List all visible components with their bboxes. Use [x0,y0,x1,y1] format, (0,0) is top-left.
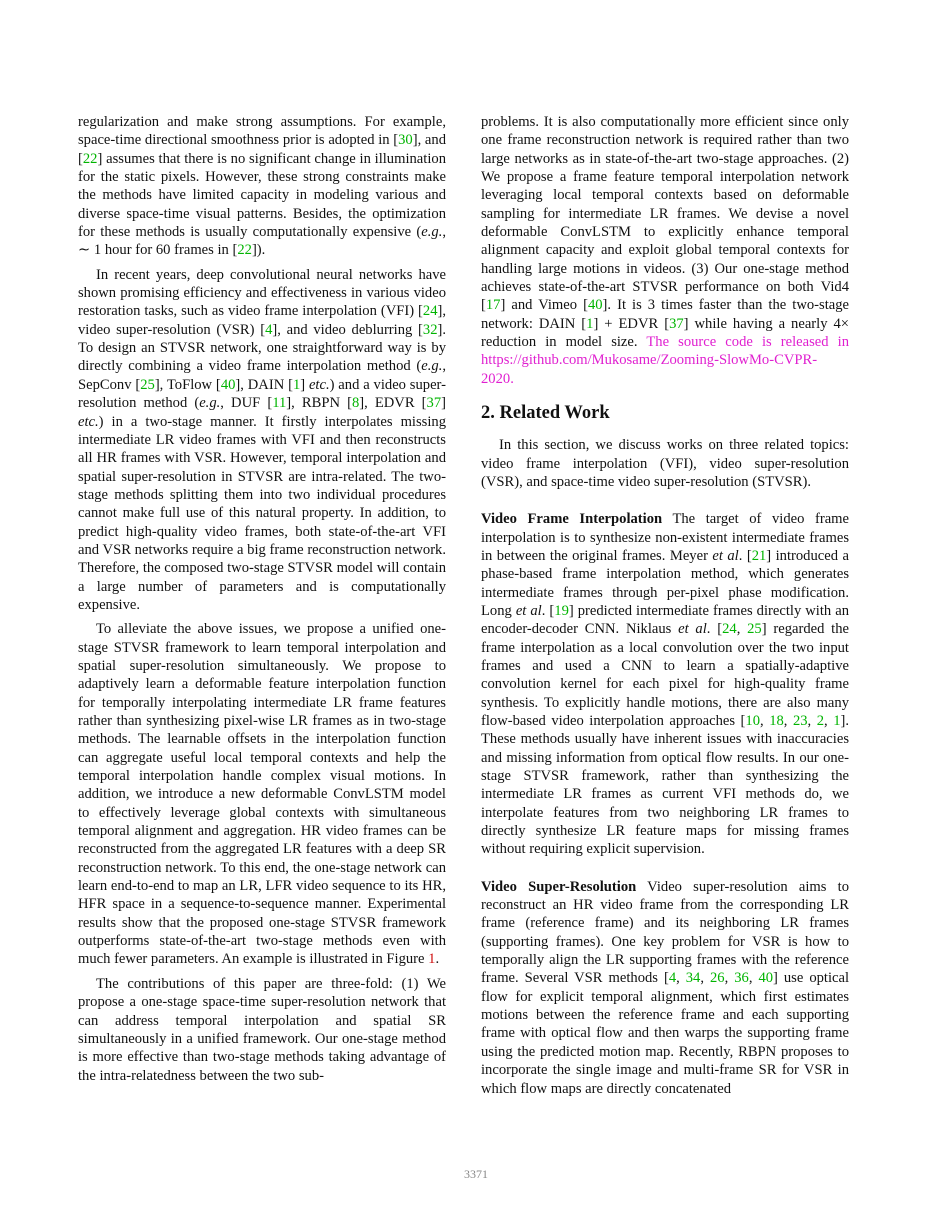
citation[interactable]: 37 [426,395,442,412]
paragraph-vsr: Video Super-Resolution Video super-resolution aims to reconstruct an HR video frame from the corresponding LR frame (reference frame) and its neighboring LR frames (supporting frames). One key problem for VSR is how to temporally align the LR supporting frames with the reference frame. Several VSR methods [4, 34, 26, 36, 40] use optical flow for explicit temporal alignment, which first estimates motions between the reference frame and each supporting frame with optical flow and then warps the supporting frame using the predicted motion map. Recently, RBPN proposes to incorporate the single image and multi-frame SR for VSR in which flow maps are directly concatenated [481,878,850,1097]
citation[interactable]: 37 [669,315,684,332]
citation[interactable]: 34 [685,970,701,987]
section-heading-related-work: 2. Related Work [481,403,610,424]
citation[interactable]: 1 [833,712,841,729]
citation[interactable]: 32 [422,321,438,338]
citation[interactable]: 2 [816,712,825,729]
citation[interactable]: 25 [140,376,155,393]
citation[interactable]: 22 [82,150,98,167]
citation[interactable]: 11 [272,395,287,412]
citation[interactable]: 8 [351,395,360,412]
citation[interactable]: 40 [587,297,603,314]
citation[interactable]: 1 [292,376,301,393]
citation[interactable]: 23 [792,712,808,729]
subsection-title-vsr: Video Super-Resolution [481,878,637,895]
citation[interactable]: 17 [485,297,501,314]
figure-reference[interactable]: 1 [428,951,436,968]
citation[interactable]: 4 [265,321,273,338]
citation[interactable]: 25 [747,621,762,638]
subsection-title-vfi: Video Frame Interpolation [481,511,663,528]
left-column [78,113,446,1091]
citation[interactable]: 10 [745,712,761,729]
page-number: 3371 [464,1167,488,1181]
citation[interactable]: 40 [758,970,774,987]
citation[interactable]: 4 [668,970,677,987]
citation[interactable]: 19 [554,602,569,619]
citation[interactable]: 40 [220,376,236,393]
citation[interactable]: 30 [398,132,413,149]
right-column [481,113,849,1104]
paragraph-contributions: The contributions of this paper are three-fold: (1) We propose a one-stage space-time super-resolution network that can address temporal interpolation and spatial SR simultaneously in a unified framework. Our one-stage method is more effective than two-stage methods taking advantage of the intra-relatedness between the two sub- [78,975,446,1084]
citation[interactable]: 1 [586,315,594,332]
paragraph-vfi: Video Frame Interpolation The target of video frame interpolation is to synthesize non-existent intermediate frames in between the original frames. Meyer et al. [21] introduced a phase-based frame interpolation method, which generates intermediate frames through per-pixel phase modification. Long et al. [19] predicted intermediate frames directly with an encoder-decoder CNN. Niklaus et al. [24, 25] regarded the frame interpolation as a local convolution over the two input frames and used a CNN to learn a spatially-adaptive convolution kernel for each pixel for high-quality frame synthesis. To explicitly handle motions, there are also many flow-based video interpolation approaches [10, 18, 23, 2, 1]. These methods usually have inherent issues with inaccuracies and missing information from optical flow results. In our one-stage STVSR framework, rather than synthesizing the intermediate LR frames as current VFI methods do, we interpolate features from two neighboring LR frames to directly synthesize LR feature maps for missing frames without requiring explicit supervision. [481,511,850,858]
paragraph-contributions-continued: problems. It is also computationally more efficient since only one frame reconstruction network is required rather than two large networks as in state-of-the-art two-stage approaches. (2) We propose a frame feature temporal interpolation network leveraging local temporal contexts based on deformable sampling for intermediate LR frames. We devise a novel deformable ConvLSTM to explicitly enhance temporal alignment capacity and exploit global temporal contexts for handling large motions in videos. (3) Our one-stage method achieves state-of-the-art STVSR performance on both Vid4 [17] and Vimeo [40]. It is 3 times faster than the two-stage network: DAIN [1] + EDVR [37] while having a nearly 4× reduction in model size. The source code is released in https://github.com/Mukosame/Zooming-SlowMo-CVPR-2020. [481,114,850,387]
citation[interactable]: 36 [734,970,749,987]
citation[interactable]: 18 [769,712,784,729]
citation[interactable]: 22 [237,242,252,259]
paragraph-deep-networks: In recent years, deep convolutional neural networks have shown promising efficiency and effectiveness in various video restoration tasks, such as video frame interpolation (VFI) [24], video super-resolution (VSR) [4], and video deblurring [32]. To design an STVSR network, one straightforward way is by directly combining a video frame interpolation method (e.g., SepConv [25], ToFlow [40], DAIN [1] etc.) and a video super-resolution method (e.g., DUF [11], RBPN [8], EDVR [37] etc.) in a two-stage manner. It firstly interpolates missing intermediate LR video frames with VFI and then reconstructs all HR frames with VSR. However, temporal interpolation and spatial super-resolution in STVSR are intra-related. The two-stage methods splitting them into two individual procedures cannot make full use of this natural property. In addition, to predict high-quality video frames, both state-of-the-art VFI and VSR networks require a big frame reconstruction network. Therefore, the composed two-stage STVSR model will contain a large number of parameters and is computationally expensive. [78,266,447,613]
citation[interactable]: 24 [422,303,438,320]
citation[interactable]: 24 [722,621,737,638]
paragraph-intro-continued: regularization and make strong assumptions. For example, space-time directional smoothness prior is adopted in [30], and [22] assumes that there is no significant change in illumination for the static pixels. However, these strong constraints make the methods have limited capacity in modeling various and diverse space-time visual patterns. Besides, the optimization for these methods is usually computationally expensive (e.g., ∼ 1 hour for 60 frames in [22]). [78,114,446,259]
citation[interactable]: 26 [709,970,725,987]
citation[interactable]: 21 [751,547,767,564]
source-code-link[interactable]: The source code is released in https://github.com/Mukosame/Zooming-SlowMo-CVPR-2020. [481,334,849,387]
paragraph-related-intro: In this section, we discuss works on three related topics: video frame interpolation (VFI), video super-resolution (VSR), and space-time video super-resolution (STVSR). [481,437,849,490]
paragraph-proposal: To alleviate the above issues, we propose a unified one-stage STVSR framework to learn temporal interpolation and spatial super-resolution simultaneously. We propose to adaptively learn a deformable feature interpolation function for temporally interpolating intermediate LR frame features rather than synthesizing pixel-wise LR frames as in two-stage methods. The learnable offsets in the interpolation function can aggregate useful local temporal contexts and help the temporal interpolation handle complex visual motions. In addition, we introduce a new deformable ConvLSTM model to effectively leverage global contexts with simultaneous temporal alignment and aggregation. HR video frames can be reconstructed from the aggregated LR features with a deep SR reconstruction network. To this end, the one-stage network can learn end-to-end to map an LR, LFR video sequence to its HR, HFR space in a sequence-to-sequence manner. Experimental results show that the proposed one-stage STVSR framework outperforms state-of-the-art two-stage methods even with much fewer parameters. An example is illustrated in Figure 1. [78,621,446,968]
